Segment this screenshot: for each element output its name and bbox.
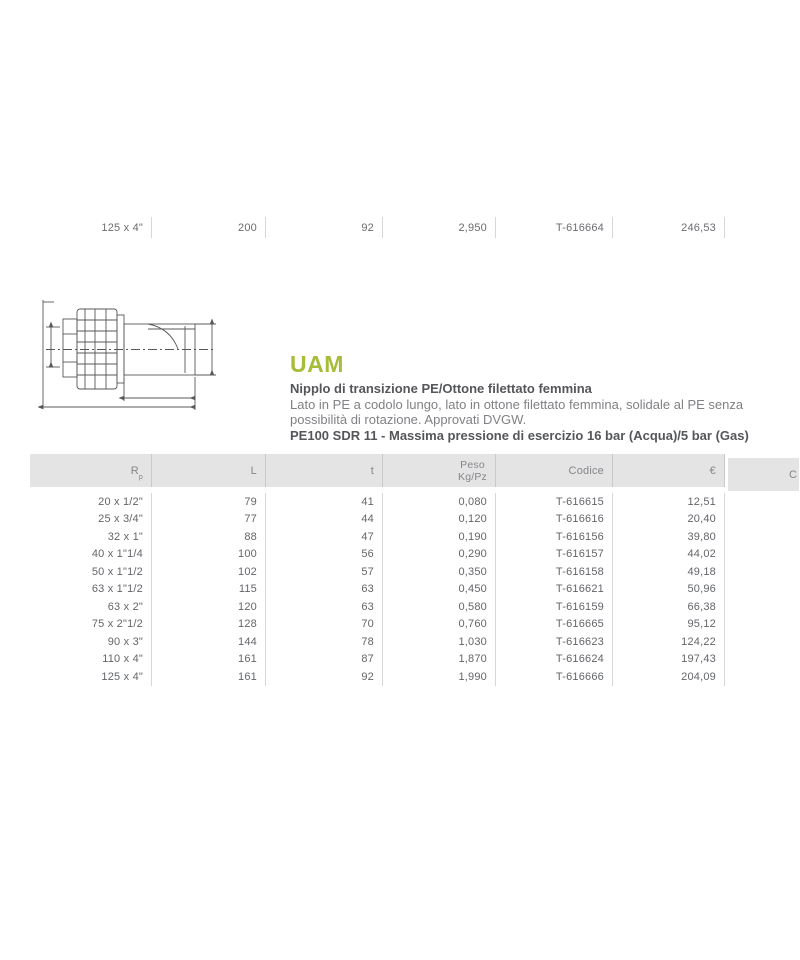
table-cell: T-616665 bbox=[496, 616, 613, 634]
product-code: UAM bbox=[290, 351, 344, 377]
table-cell: 110 x 4" bbox=[30, 651, 152, 669]
table-cell: 63 x 1"1/2 bbox=[30, 581, 152, 599]
product-pressure-note: PE100 SDR 11 - Massima pressione di esercizio 16 bar (Acqua)/5 bar (Gas) bbox=[290, 428, 749, 443]
table-cell: 41 bbox=[266, 493, 383, 511]
table-cell: 120 bbox=[152, 598, 266, 616]
table-cell: T-616156 bbox=[496, 528, 613, 546]
table-cell: 63 bbox=[266, 598, 383, 616]
table-cell: T-616666 bbox=[496, 668, 613, 686]
column-header-l: L bbox=[152, 454, 266, 487]
prev-row-cell: T-616664 bbox=[496, 217, 613, 238]
product-table bbox=[30, 454, 800, 686]
table-row bbox=[30, 651, 800, 669]
prev-row-cell: 125 x 4" bbox=[30, 217, 152, 238]
product-description: Lato in PE a codolo lungo, lato in ottone filettato femmina, solidale al PE senza possibilità di rotazione. Approvati DVGW. bbox=[290, 397, 744, 427]
table-cell: 92 bbox=[266, 668, 383, 686]
table-cell: 0,190 bbox=[383, 528, 496, 546]
table-cell: 56 bbox=[266, 546, 383, 564]
table-cell: 78 bbox=[266, 633, 383, 651]
table-cell: 0,350 bbox=[383, 563, 496, 581]
table-cell: 124,22 bbox=[613, 633, 725, 651]
table-cell: 57 bbox=[266, 563, 383, 581]
prev-row-cell: 92 bbox=[266, 217, 383, 238]
table-cell: 128 bbox=[152, 616, 266, 634]
table-cell: 115 bbox=[152, 581, 266, 599]
table-cell: 66,38 bbox=[613, 598, 725, 616]
table-cell: 44 bbox=[266, 511, 383, 529]
table-body bbox=[30, 493, 800, 686]
table-cell: 12,51 bbox=[613, 493, 725, 511]
table-cell: 0,080 bbox=[383, 493, 496, 511]
table-cell: T-616616 bbox=[496, 511, 613, 529]
table-cell: 161 bbox=[152, 651, 266, 669]
column-header-euro: € bbox=[613, 454, 725, 487]
table-cell: 90 x 3" bbox=[30, 633, 152, 651]
table-row bbox=[30, 668, 800, 686]
table-cell: 0,290 bbox=[383, 546, 496, 564]
table-cell: 0,120 bbox=[383, 511, 496, 529]
table-cell: 49,18 bbox=[613, 563, 725, 581]
prev-row-cell: 200 bbox=[152, 217, 266, 238]
table-cell: T-616615 bbox=[496, 493, 613, 511]
product-title: Nipplo di transizione PE/Ottone filettato femmina bbox=[290, 381, 592, 396]
table-cell: 161 bbox=[152, 668, 266, 686]
table-cell: 44,02 bbox=[613, 546, 725, 564]
table-cell: 40 x 1"1/4 bbox=[30, 546, 152, 564]
table-cell: 20,40 bbox=[613, 511, 725, 529]
table-cell: 77 bbox=[152, 511, 266, 529]
table-cell: 1,990 bbox=[383, 668, 496, 686]
prev-row-cell: 246,53 bbox=[613, 217, 725, 238]
fitting-line-drawing-svg bbox=[38, 294, 274, 416]
table-cell: 63 bbox=[266, 581, 383, 599]
table-cell: 1,870 bbox=[383, 651, 496, 669]
table-cell: 32 x 1" bbox=[30, 528, 152, 546]
table-cell: T-616157 bbox=[496, 546, 613, 564]
table-cell: 63 x 2" bbox=[30, 598, 152, 616]
table-cell: 1,030 bbox=[383, 633, 496, 651]
table-cell: 79 bbox=[152, 493, 266, 511]
product-info-block bbox=[290, 352, 798, 443]
table-cell: 125 x 4" bbox=[30, 668, 152, 686]
table-cell: 50 x 1"1/2 bbox=[30, 563, 152, 581]
table-cell: 87 bbox=[266, 651, 383, 669]
table-row bbox=[30, 563, 800, 581]
column-header-t: t bbox=[266, 454, 383, 487]
table-row bbox=[30, 633, 800, 651]
table-cell: 0,760 bbox=[383, 616, 496, 634]
table-cell: 47 bbox=[266, 528, 383, 546]
table-cell: 102 bbox=[152, 563, 266, 581]
table-cell: 144 bbox=[152, 633, 266, 651]
column-header-peso: Peso Kg/Pz bbox=[383, 454, 496, 487]
table-cell: 50,96 bbox=[613, 581, 725, 599]
previous-table-last-row bbox=[30, 217, 725, 238]
table-row bbox=[30, 493, 800, 511]
table-cell: 204,09 bbox=[613, 668, 725, 686]
table-cell: 100 bbox=[152, 546, 266, 564]
table-cell: 88 bbox=[152, 528, 266, 546]
table-row bbox=[30, 528, 800, 546]
table-cell: T-616621 bbox=[496, 581, 613, 599]
table-row bbox=[30, 581, 800, 599]
table-cell: T-616624 bbox=[496, 651, 613, 669]
table-cell: 39,80 bbox=[613, 528, 725, 546]
table-cell: 0,580 bbox=[383, 598, 496, 616]
table-cell: 25 x 3/4" bbox=[30, 511, 152, 529]
table-cell: T-616158 bbox=[496, 563, 613, 581]
table-cell: 20 x 1/2" bbox=[30, 493, 152, 511]
column-header-rp: $R_p$ bbox=[30, 454, 152, 487]
table-cell: 0,450 bbox=[383, 581, 496, 599]
column-header-codice: Codice bbox=[496, 454, 613, 487]
table-cell: 95,12 bbox=[613, 616, 725, 634]
column-header-partial-cutoff: C bbox=[728, 458, 799, 491]
table-row bbox=[30, 616, 800, 634]
table-cell: T-616159 bbox=[496, 598, 613, 616]
table-cell: 70 bbox=[266, 616, 383, 634]
table-header-row bbox=[30, 454, 800, 491]
table-row bbox=[30, 511, 800, 529]
table-cell: 75 x 2"1/2 bbox=[30, 616, 152, 634]
table-row bbox=[30, 546, 800, 564]
table-cell: 197,43 bbox=[613, 651, 725, 669]
technical-drawing-fitting bbox=[38, 294, 274, 416]
table-cell: T-616623 bbox=[496, 633, 613, 651]
table-row bbox=[30, 598, 800, 616]
prev-row-cell: 2,950 bbox=[383, 217, 496, 238]
